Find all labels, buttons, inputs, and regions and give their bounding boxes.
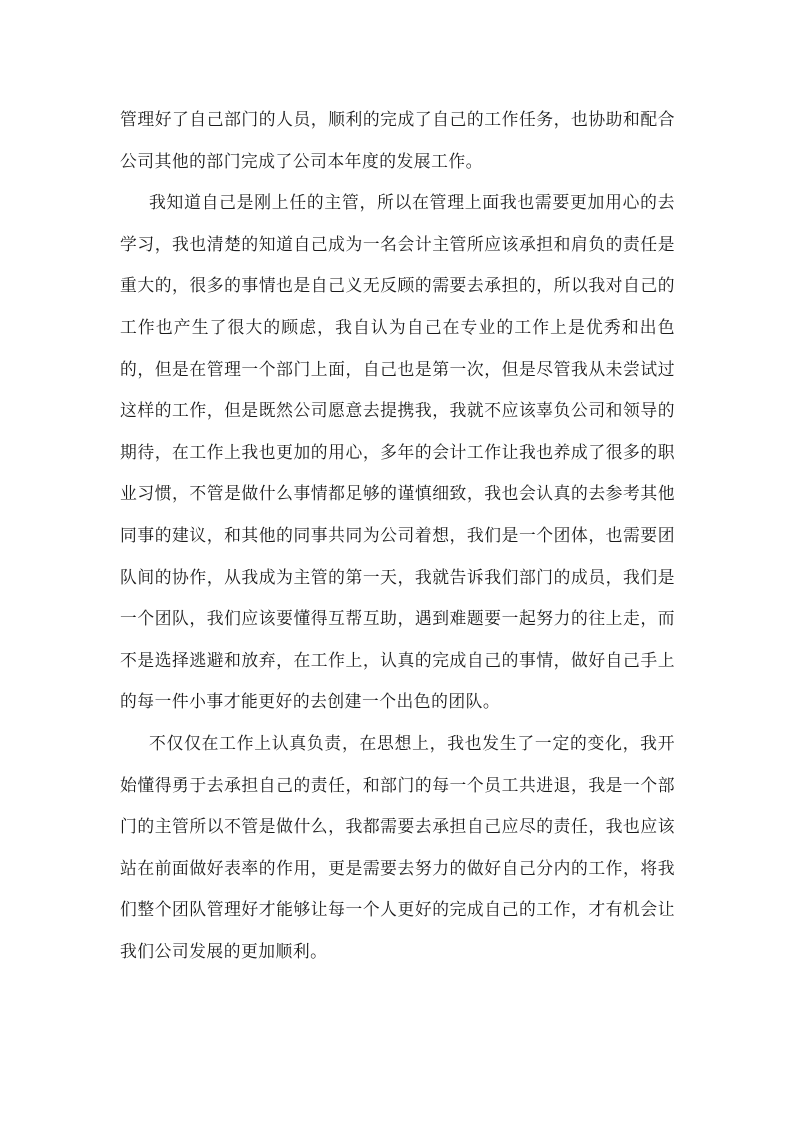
document-body [120, 99, 675, 972]
paragraph-1: 管理好了自己部门的人员，顺利的完成了自己的工作任务，也协助和配合公司其他的部门完成了公司本年度的发展工作。 [120, 109, 675, 171]
paragraph-3: 不仅仅在工作上认真负责，在思想上，我也发生了一定的变化，我开始懂得勇于去承担自己的责任，和部门的每一个员工共进退，我是一个部门的主管所以不管是做什么，我都需要去承担自己应尽的责任，我也应该站在前面做好表率的作用，更是需要去努力的做好自己分内的工作，将我们整个团队管理好才能够让每一个人更好的完成自己的工作，才有机会让我们公司发展的更加顺利。 [120, 732, 675, 961]
paragraph-2: 我知道自己是刚上任的主管，所以在管理上面我也需要更加用心的去学习，我也清楚的知道自己成为一名会计主管所应该承担和肩负的责任是重大的，很多的事情也是自己义无反顾的需要去承担的，所以我对自己的工作也产生了很大的顾虑，我自认为自己在专业的工作上是优秀和出色的，但是在管理一个部门上面，自己也是第一次，但是尽管我从未尝试过这样的工作，但是既然公司愿意去提携我，我就不应该辜负公司和领导的期待，在工作上我也更加的用心，多年的会计工作让我也养成了很多的职业习惯，不管是做什么事情都足够的谨慎细致，我也会认真的去参考其他同事的建议，和其他的同事共同为公司着想，我们是一个团体，也需要团队间的协作，从我成为主管的第一天，我就告诉我们部门的成员，我们是一个团队，我们应该要懂得互帮互助，遇到难题要一起努力的往上走，而不是选择逃避和放弃，在工作上，认真的完成自己的事情，做好自己手上的每一件小事才能更好的去创建一个出色的团队。 [120, 192, 675, 712]
